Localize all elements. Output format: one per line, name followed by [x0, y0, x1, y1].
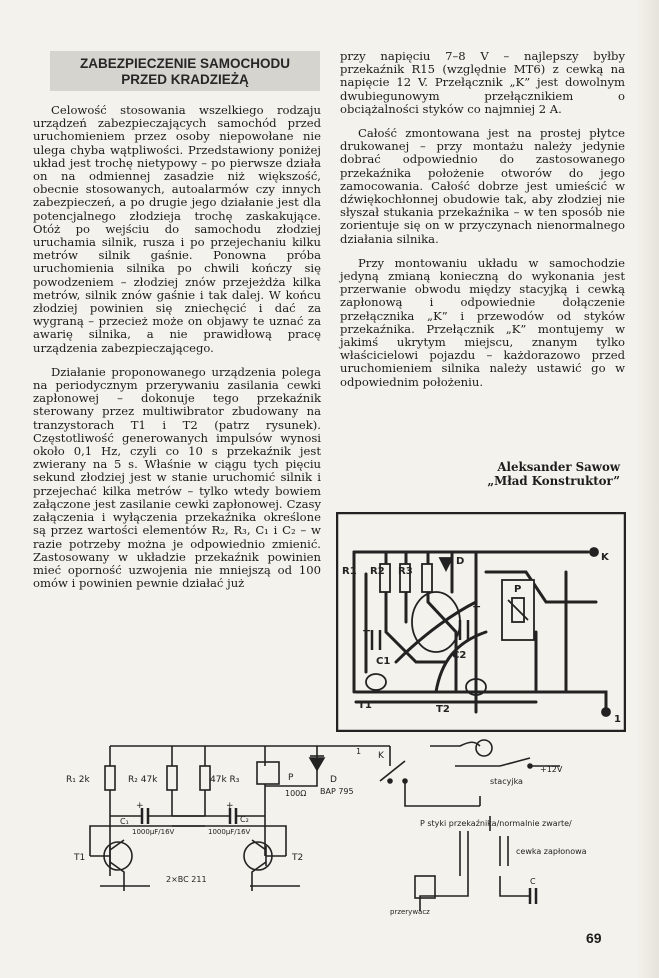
pcb-label-plus-2: +	[472, 600, 482, 613]
sch-label-plus-2: +	[226, 801, 234, 811]
sch-label-c1: C₁	[120, 817, 129, 826]
sch-label-coil: cewka zapłonowa	[516, 847, 587, 856]
pcb-label-r1: R1	[342, 566, 357, 577]
right-column	[340, 50, 625, 389]
sch-label-p: P	[288, 773, 294, 783]
sch-label-c1-val: 1000μF/16V	[132, 828, 175, 836]
sch-label-relay-note: P styki przekaźnika/normalnie zwarte/	[420, 819, 572, 828]
sch-label-r1: R₁ 2k	[66, 775, 90, 785]
sch-label-k: K	[378, 751, 384, 761]
right-paragraph-1: przy napięciu 7–8 V – najlepszy byłby przekaźnik R15 (względnie MT6) z cewką na napięcie 12 V. Przełącznik „K” jest dowolnym dwubiegunowym przełącznikiem o obciążalności styków co najmniej 2 A.	[340, 49, 625, 116]
page-number: 69	[586, 930, 602, 946]
left-column	[33, 104, 321, 590]
pcb-label-1: 1	[614, 714, 621, 725]
sch-label-t1: T1	[74, 853, 86, 863]
sch-label-transistors: 2×BC 211	[166, 875, 207, 884]
pcb-label-c1: C1	[376, 656, 391, 667]
pcb-label-plus-1: +	[362, 624, 372, 637]
sch-label-d: D	[330, 775, 337, 785]
pcb-label-p: P	[514, 584, 522, 595]
page-edge	[636, 0, 659, 978]
signature	[440, 460, 620, 488]
title-line-2: PRZED KRADZIEŻĄ	[121, 72, 249, 87]
left-paragraph-2: Działanie proponowanego urządzenia polega na periodycznym przerywaniu zasilania cewki zapłonowej – dokonuje tego przekaźnik sterowany przez multiwibrator zbudowany na tranzystorach T1 i T2 (patrz rysunek). Częstotliwość generowanych impulsów wynosi około 0,1 Hz, czyli co 10 s przekaźnik jest zwierany na 5 s. Właśnie w ciągu tych pięciu sekund złodziej jest w stanie uruchomić silnik i przejechać kilka metrów – tylko wtedy bowiem załączone jest zasilanie cewki zapłonowej. Czasy załączenia i wyłączenia przekaźnika określone są przez wartości elementów R₂, R₃, C₁ i C₂ – w razie potrzeby można je odpowiednio zmienić. Zastosowany w układzie przekaźnik powinien mieć oporność uzwojenia nie mniejszą od 100 omów i powinien pewnie działać już	[33, 364, 321, 591]
sch-label-1: 1	[356, 747, 362, 756]
article-title	[50, 51, 320, 91]
source-name: „Mład Konstruktor”	[487, 474, 620, 488]
sch-label-r3: 47k R₃	[210, 775, 240, 785]
sch-label-12v: +12V	[540, 765, 563, 774]
pcb-label-t2: T2	[436, 704, 450, 715]
sch-label-c2: C₂	[240, 815, 249, 824]
pcb-drawing	[336, 512, 626, 732]
author-name: Aleksander Sawow	[497, 460, 620, 474]
pcb-label-r3: R3	[398, 566, 413, 577]
sch-label-t2: T2	[292, 853, 304, 863]
pcb-label-t1: T1	[358, 700, 372, 711]
sch-label-r2: R₂ 47k	[128, 775, 158, 785]
sch-label-p-ohm: 100Ω	[285, 789, 307, 798]
pcb-label-r2: R2	[370, 566, 385, 577]
sch-label-c2-val: 1000μF/16V	[208, 828, 251, 836]
sch-label-c: C	[530, 877, 536, 886]
circuit-schematic	[60, 736, 630, 926]
right-paragraph-2: Całość zmontowana jest na prostej płytce drukowanej – przy montażu należy jedynie dobrać odpowiednio do zastosowanego przekaźnika położenie otworów do jego zamocowania. Całość dobrze jest umieścić w dźwiękochłonnej obudowie tak, aby złodziej nie słyszał stukania przekaźnika – w ten sposób nie zorientuje się on w przyczynach nienormalnego działania silnika.	[340, 126, 625, 246]
left-paragraph-1: Celowość stosowania wszelkiego rodzaju urządzeń zabezpieczających samochód przed uruchomieniem przez osoby niepowołane nie ulega chyba wątpliwości. Przedstawiony poniżej układ jest trochę nietypowy – po pierwsze działa on na odmiennej zasadzie niż większość, obecnie stosowanych, autoalarmów czy innych zabezpieczeń, a po drugie jego działanie jest dla potencjalnego złodzieja trochę zaskakujące. Otóż po wejściu do samochodu złodziej uruchamia silnik, rusza i po przejechaniu kilku metrów silnik gaśnie. Ponowna próba uruchomienia silnika po chwili kończy się powodzeniem – złodziej znów przejeżdża kilka metrów, silnik znów gaśnie i tak dalej. W końcu złodziej powinien się zniechęcić i dać za wygraną – przecież może on objawy te uznać za awarię silnika, a nie prawidłową pracę urządzenia zabezpieczającego.	[33, 103, 321, 355]
right-paragraph-3: Przy montowaniu układu w samochodzie jedyną zmianą konieczną do wykonania jest przerwanie obwodu między stacyjką i cewką zapłonową i odpowiednie dołączenie przełącznika „K” i przewodów od styków przekaźnika. Przełącznik „K” montujemy w jakimś ukrytym miejscu, znanym tylko właścicielowi pojazdu – każdorazowo przed uruchomieniem silnika należy ustawić go w odpowiednim położeniu.	[340, 255, 625, 389]
title-line-1: ZABEZPIECZENIE SAMOCHODU	[79, 56, 290, 71]
sch-label-stacyjka: stacyjka	[490, 777, 523, 786]
sch-label-d-part: BAP 795	[320, 787, 354, 796]
sch-label-breaker: przerywacz	[390, 908, 430, 916]
sch-label-plus-1: +	[136, 801, 144, 811]
pcb-label-k: K	[601, 552, 609, 563]
pcb-label-d: D	[456, 556, 465, 567]
pcb-label-c2: C2	[452, 650, 467, 661]
